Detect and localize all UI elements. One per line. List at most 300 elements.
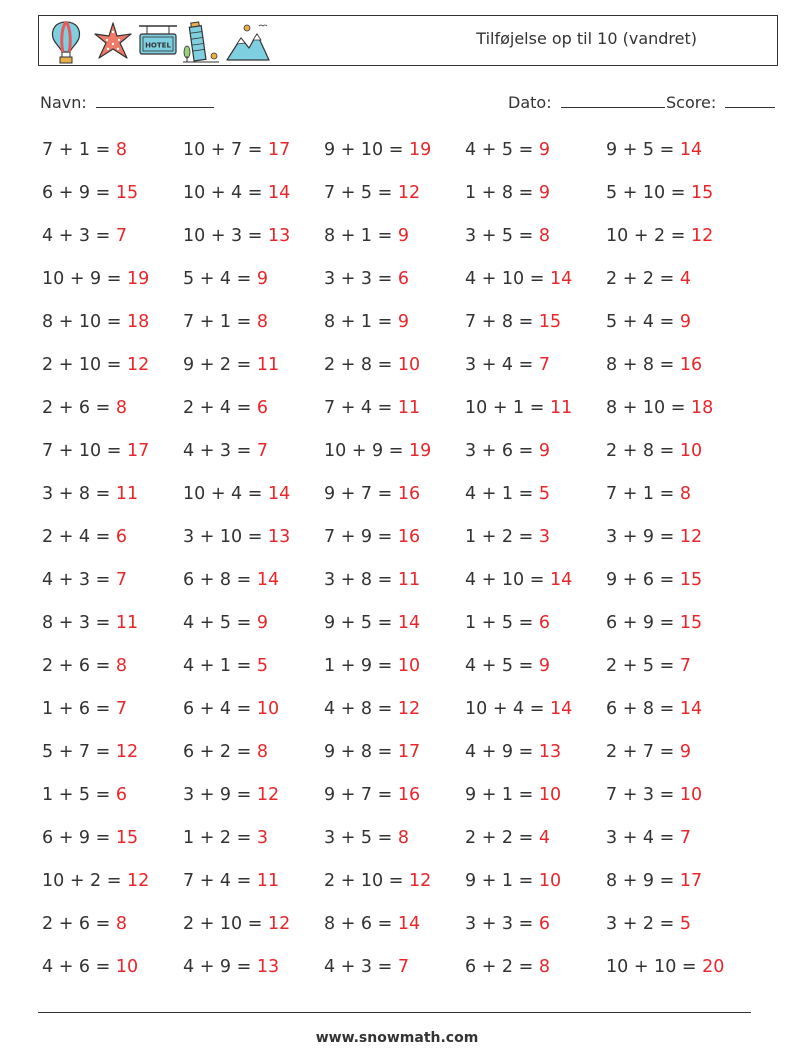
name-blank[interactable] — [96, 93, 214, 108]
name-label: Navn: — [40, 93, 87, 112]
problem-answer: 16 — [397, 527, 421, 547]
problem-question: 8 + 1 = — [324, 312, 398, 332]
header-icons — [45, 20, 275, 64]
problem-answer: 7 — [679, 828, 691, 848]
problem-answer: 9 — [538, 140, 550, 160]
problem-question: 9 + 8 = — [324, 742, 398, 762]
problem-answer: 15 — [690, 183, 714, 203]
problem — [606, 140, 702, 160]
problem-row — [42, 269, 762, 299]
problem — [324, 785, 420, 805]
problem — [183, 484, 290, 504]
problem-question: 6 + 8 = — [606, 699, 680, 719]
problem-row — [42, 828, 762, 858]
problem-question: 4 + 3 = — [42, 226, 116, 246]
problem-question: 8 + 1 = — [324, 226, 398, 246]
problem-answer: 12 — [126, 871, 150, 891]
problem — [324, 527, 420, 547]
problem — [324, 613, 420, 633]
problem — [324, 914, 420, 934]
problem — [606, 312, 691, 332]
problem-row — [42, 140, 762, 170]
problem — [465, 570, 572, 590]
problem — [606, 527, 702, 547]
problem — [183, 183, 290, 203]
problem-answer: 11 — [256, 871, 280, 891]
problem-question: 3 + 5 = — [324, 828, 398, 848]
problem — [465, 312, 561, 332]
problem — [465, 957, 550, 977]
problem-answer: 14 — [267, 484, 291, 504]
problem-answer: 9 — [538, 183, 550, 203]
problem-answer: 8 — [679, 484, 691, 504]
problem-answer: 14 — [397, 914, 421, 934]
worksheet-title: Tilføjelse op til 10 (vandret) — [476, 29, 697, 48]
problem — [324, 871, 431, 891]
problem-answer: 6 — [256, 398, 268, 418]
problem-question: 10 + 2 = — [42, 871, 127, 891]
problem-answer: 12 — [397, 183, 421, 203]
problem-question: 7 + 1 = — [183, 312, 257, 332]
problem-question: 6 + 9 = — [42, 828, 116, 848]
problem-question: 1 + 5 = — [465, 613, 539, 633]
problem — [324, 226, 409, 246]
problem-question: 9 + 5 = — [324, 613, 398, 633]
problem-answer: 6 — [538, 914, 550, 934]
problem-question: 9 + 1 = — [465, 785, 539, 805]
problem-question: 1 + 2 = — [465, 527, 539, 547]
problem — [183, 785, 279, 805]
problem — [42, 226, 127, 246]
problem-question: 2 + 2 = — [465, 828, 539, 848]
problem-answer: 5 — [538, 484, 550, 504]
problem-question: 7 + 1 = — [42, 140, 116, 160]
problem — [324, 484, 420, 504]
problem-answer: 20 — [702, 957, 725, 977]
problem-question: 1 + 2 = — [183, 828, 257, 848]
problem-answer: 14 — [679, 140, 703, 160]
problem-question: 4 + 5 = — [465, 656, 539, 676]
problem-answer: 8 — [115, 140, 127, 160]
problem-answer: 18 — [690, 398, 714, 418]
problem — [465, 398, 572, 418]
problem — [183, 957, 279, 977]
starfish-icon — [91, 20, 135, 64]
problem-answer: 14 — [549, 699, 573, 719]
problem-question: 3 + 4 = — [606, 828, 680, 848]
problem — [42, 828, 138, 848]
problem-answer: 10 — [679, 785, 703, 805]
problem-question: 8 + 3 = — [42, 613, 116, 633]
problem-answer: 15 — [679, 613, 703, 633]
problem — [42, 914, 127, 934]
problem-answer: 14 — [549, 570, 573, 590]
problem-answer: 12 — [115, 742, 139, 762]
problem — [606, 957, 724, 977]
problem — [606, 398, 713, 418]
problem — [324, 699, 420, 719]
problem-row — [42, 441, 762, 471]
problem-answer: 7 — [115, 570, 127, 590]
problem — [42, 785, 127, 805]
problem-question: 4 + 5 = — [183, 613, 257, 633]
problem-answer: 9 — [679, 312, 691, 332]
problem-answer: 12 — [126, 355, 150, 375]
problem-row — [42, 312, 762, 342]
problem — [324, 742, 420, 762]
problem-question: 6 + 9 = — [606, 613, 680, 633]
problem-question: 3 + 4 = — [465, 355, 539, 375]
problem — [465, 785, 561, 805]
problem-question: 2 + 8 = — [606, 441, 680, 461]
problem-row — [42, 914, 762, 944]
problem — [183, 570, 279, 590]
problem-question: 4 + 10 = — [465, 570, 550, 590]
problem-question: 7 + 4 = — [324, 398, 398, 418]
mountains-icon — [225, 20, 271, 64]
problem-answer: 19 — [408, 441, 432, 461]
problem — [465, 914, 550, 934]
problem — [42, 527, 127, 547]
problem — [42, 699, 127, 719]
problem-answer: 6 — [538, 613, 550, 633]
problem-question: 10 + 3 = — [183, 226, 268, 246]
problem-question: 5 + 10 = — [606, 183, 691, 203]
problem-question: 7 + 9 = — [324, 527, 398, 547]
problem — [42, 656, 127, 676]
problem-answer: 12 — [408, 871, 432, 891]
problem-question: 3 + 8 = — [42, 484, 116, 504]
hot-air-balloon-icon — [49, 20, 83, 64]
problem-question: 3 + 8 = — [324, 570, 398, 590]
problem — [606, 699, 702, 719]
problem-question: 7 + 5 = — [324, 183, 398, 203]
problem-row — [42, 785, 762, 815]
problem — [465, 742, 561, 762]
name-field[interactable] — [40, 93, 214, 112]
problem-answer: 7 — [538, 355, 550, 375]
problem-question: 3 + 3 = — [324, 269, 398, 289]
problem-answer: 11 — [115, 613, 139, 633]
problem-question: 1 + 6 = — [42, 699, 116, 719]
problem-answer: 14 — [679, 699, 703, 719]
problem-answer: 12 — [690, 226, 714, 246]
problem-question: 10 + 4 = — [465, 699, 550, 719]
problem-answer: 6 — [397, 269, 409, 289]
problem-question: 2 + 8 = — [324, 355, 398, 375]
problem-answer: 12 — [256, 785, 280, 805]
problem — [42, 312, 149, 332]
problem-question: 8 + 10 = — [42, 312, 127, 332]
score-field[interactable] — [666, 93, 775, 112]
problem — [42, 441, 149, 461]
problem-question: 3 + 10 = — [183, 527, 268, 547]
problem — [465, 484, 550, 504]
problem-answer: 9 — [256, 269, 268, 289]
problem-row — [42, 398, 762, 428]
problem-answer: 11 — [256, 355, 280, 375]
problem-row — [42, 226, 762, 256]
problem — [606, 441, 702, 461]
problem — [606, 914, 691, 934]
problem — [465, 226, 550, 246]
problem-answer: 17 — [679, 871, 703, 891]
problem-question: 3 + 5 = — [465, 226, 539, 246]
problem-answer: 15 — [538, 312, 562, 332]
problem-question: 10 + 9 = — [42, 269, 127, 289]
problem — [183, 355, 279, 375]
problem-question: 8 + 6 = — [324, 914, 398, 934]
problem — [183, 656, 268, 676]
problem — [606, 355, 702, 375]
problem — [465, 871, 561, 891]
problem-answer: 6 — [115, 527, 127, 547]
problem — [183, 312, 268, 332]
problem-answer: 10 — [679, 441, 703, 461]
problem-answer: 17 — [267, 140, 291, 160]
problem-question: 2 + 7 = — [606, 742, 680, 762]
problem-question: 10 + 2 = — [606, 226, 691, 246]
problem-question: 7 + 4 = — [183, 871, 257, 891]
hotel-sign-icon — [137, 20, 179, 64]
problem — [324, 828, 409, 848]
problem-question: 4 + 10 = — [465, 269, 550, 289]
problem-answer: 10 — [115, 957, 139, 977]
problem — [606, 484, 691, 504]
leaning-tower-icon — [181, 20, 221, 64]
problem — [606, 269, 691, 289]
problem-question: 9 + 10 = — [324, 140, 409, 160]
problem-answer: 5 — [256, 656, 268, 676]
problem-question: 4 + 1 = — [183, 656, 257, 676]
problem-question: 1 + 8 = — [465, 183, 539, 203]
problem-question: 6 + 2 = — [183, 742, 257, 762]
problem — [183, 527, 290, 547]
problem — [606, 613, 702, 633]
problem-question: 10 + 7 = — [183, 140, 268, 160]
problem-answer: 9 — [397, 226, 409, 246]
problem — [183, 613, 268, 633]
problem-answer: 8 — [115, 914, 127, 934]
footer-url[interactable]: www.snowmath.com — [315, 1030, 479, 1046]
problem-question: 2 + 4 = — [183, 398, 257, 418]
problem-row — [42, 613, 762, 643]
problem — [183, 269, 268, 289]
problem-answer: 16 — [679, 355, 703, 375]
problem-question: 2 + 5 = — [606, 656, 680, 676]
problem-row — [42, 527, 762, 557]
problem — [324, 570, 420, 590]
problem-question: 4 + 8 = — [324, 699, 398, 719]
problem-answer: 7 — [397, 957, 409, 977]
problem-answer: 15 — [115, 183, 139, 203]
problem-answer: 17 — [126, 441, 150, 461]
problem — [465, 527, 550, 547]
problem-answer: 14 — [397, 613, 421, 633]
problem-question: 6 + 9 = — [42, 183, 116, 203]
problem-question: 3 + 3 = — [465, 914, 539, 934]
problem-answer: 12 — [397, 699, 421, 719]
problem-row — [42, 656, 762, 686]
problem-answer: 18 — [126, 312, 150, 332]
problem-answer: 8 — [397, 828, 409, 848]
score-blank[interactable] — [725, 93, 775, 108]
problem-question: 2 + 10 = — [324, 871, 409, 891]
problem — [183, 699, 279, 719]
problem — [183, 441, 268, 461]
problem-question: 10 + 4 = — [183, 183, 268, 203]
problem — [465, 183, 550, 203]
problem-question: 9 + 2 = — [183, 355, 257, 375]
problem-question: 2 + 2 = — [606, 269, 680, 289]
problem — [42, 570, 127, 590]
problem-row — [42, 183, 762, 213]
problem-question: 8 + 9 = — [606, 871, 680, 891]
problem-answer: 13 — [267, 527, 291, 547]
score-label: Score: — [666, 93, 717, 112]
problem — [465, 269, 572, 289]
problem-answer: 10 — [397, 656, 421, 676]
problem — [324, 656, 420, 676]
problem-answer: 8 — [115, 656, 127, 676]
problem-row — [42, 957, 762, 987]
problem-question: 5 + 7 = — [42, 742, 116, 762]
problem-row — [42, 484, 762, 514]
problem-question: 1 + 9 = — [324, 656, 398, 676]
problem — [606, 871, 702, 891]
problem-question: 3 + 9 = — [606, 527, 680, 547]
problem-answer: 11 — [397, 398, 421, 418]
problem — [606, 742, 691, 762]
problem-question: 8 + 10 = — [606, 398, 691, 418]
problem-answer: 12 — [679, 527, 703, 547]
problem-question: 7 + 10 = — [42, 441, 127, 461]
problem-question: 9 + 6 = — [606, 570, 680, 590]
hotel-sign-text: HOTEL — [145, 41, 171, 50]
problem — [42, 742, 138, 762]
problem-question: 4 + 3 = — [42, 570, 116, 590]
problem-answer: 12 — [267, 914, 291, 934]
date-blank[interactable] — [561, 93, 665, 108]
problem — [465, 140, 550, 160]
problem-question: 4 + 1 = — [465, 484, 539, 504]
problem-question: 4 + 6 = — [42, 957, 116, 977]
header-box — [38, 15, 778, 66]
problem-answer: 13 — [256, 957, 280, 977]
problem-question: 2 + 6 = — [42, 914, 116, 934]
problem-question: 8 + 8 = — [606, 355, 680, 375]
problem-answer: 14 — [549, 269, 573, 289]
problem-question: 4 + 9 = — [465, 742, 539, 762]
problem-answer: 9 — [679, 742, 691, 762]
problem-question: 9 + 1 = — [465, 871, 539, 891]
problem-answer: 7 — [115, 699, 127, 719]
problem-answer: 16 — [397, 785, 421, 805]
problem — [42, 269, 149, 289]
problem-question: 4 + 9 = — [183, 957, 257, 977]
problem-answer: 8 — [115, 398, 127, 418]
problem-answer: 11 — [397, 570, 421, 590]
problem — [324, 140, 431, 160]
problem-question: 2 + 10 = — [183, 914, 268, 934]
problem-question: 10 + 1 = — [465, 398, 550, 418]
problem-question: 5 + 4 = — [606, 312, 680, 332]
problem — [606, 828, 691, 848]
problem — [42, 398, 127, 418]
problem-row — [42, 871, 762, 901]
problem-question: 9 + 7 = — [324, 484, 398, 504]
problem — [42, 871, 149, 891]
problem-answer: 11 — [115, 484, 139, 504]
problem-answer: 7 — [256, 441, 268, 461]
problem — [42, 613, 138, 633]
problem-answer: 8 — [256, 312, 268, 332]
problem-answer: 9 — [256, 613, 268, 633]
problem-answer: 4 — [538, 828, 550, 848]
problem-answer: 10 — [538, 871, 562, 891]
problem-question: 9 + 5 = — [606, 140, 680, 160]
problem-row — [42, 742, 762, 772]
problem — [465, 828, 550, 848]
problem — [324, 355, 420, 375]
problem-answer: 15 — [115, 828, 139, 848]
problem — [606, 570, 702, 590]
problem-answer: 10 — [256, 699, 280, 719]
problem-answer: 8 — [538, 957, 550, 977]
problem-question: 9 + 7 = — [324, 785, 398, 805]
problem — [42, 484, 138, 504]
problem-answer: 7 — [115, 226, 127, 246]
problem-question: 3 + 2 = — [606, 914, 680, 934]
problem — [606, 656, 691, 676]
date-field[interactable] — [508, 93, 665, 112]
problem — [42, 957, 138, 977]
footer-divider — [38, 1012, 751, 1013]
problem-answer: 11 — [549, 398, 573, 418]
problem — [183, 398, 268, 418]
date-label: Dato: — [508, 93, 552, 112]
problem — [324, 957, 409, 977]
problem-question: 10 + 4 = — [183, 484, 268, 504]
problem-answer: 16 — [397, 484, 421, 504]
problem-answer: 3 — [256, 828, 268, 848]
problem-answer: 10 — [397, 355, 421, 375]
problem — [183, 871, 279, 891]
problem — [183, 828, 268, 848]
problem-answer: 8 — [256, 742, 268, 762]
problem — [324, 398, 420, 418]
problem — [42, 183, 138, 203]
problem-answer: 9 — [538, 441, 550, 461]
problem-question: 2 + 10 = — [42, 355, 127, 375]
problem — [183, 914, 290, 934]
problem-answer: 6 — [115, 785, 127, 805]
problem — [42, 140, 127, 160]
problem — [606, 785, 702, 805]
problem-question: 6 + 8 = — [183, 570, 257, 590]
problem-answer: 9 — [397, 312, 409, 332]
problem — [324, 269, 409, 289]
problem-answer: 14 — [256, 570, 280, 590]
problem-answer: 10 — [538, 785, 562, 805]
problem-question: 10 + 9 = — [324, 441, 409, 461]
problem-question: 7 + 1 = — [606, 484, 680, 504]
problem-question: 4 + 3 = — [183, 441, 257, 461]
problem-answer: 17 — [397, 742, 421, 762]
problem-answer: 15 — [679, 570, 703, 590]
problem — [465, 441, 550, 461]
problem-question: 4 + 5 = — [465, 140, 539, 160]
